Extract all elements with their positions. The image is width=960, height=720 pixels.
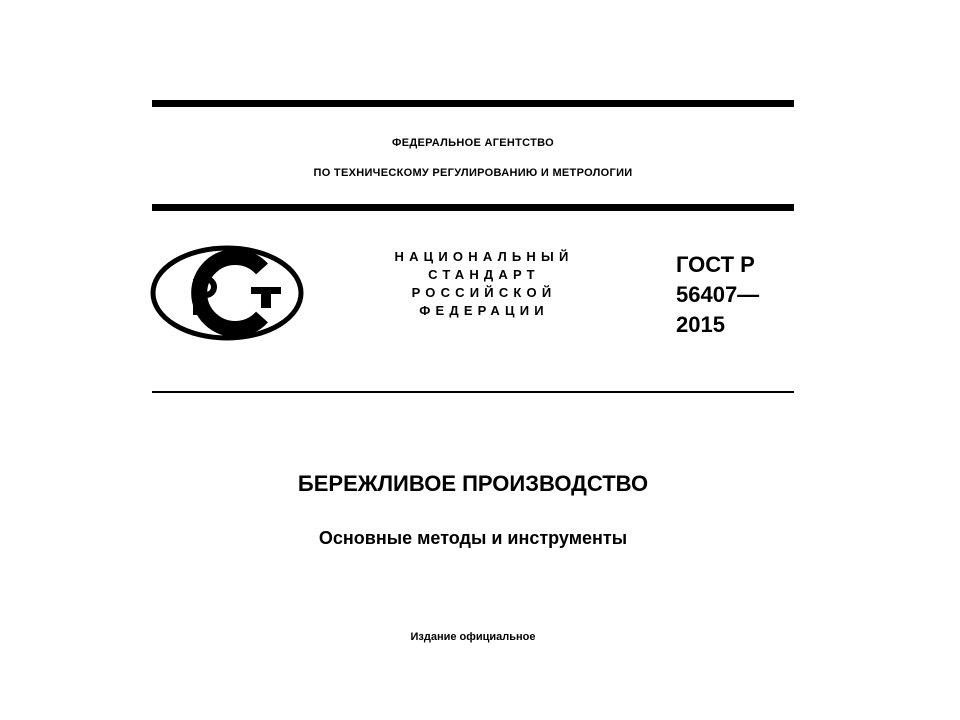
national-standard-line: НАЦИОНАЛЬНЫЙ [394, 249, 574, 264]
designation-line2: 56407— [676, 282, 760, 307]
document-title: БЕРЕЖЛИВОЕ ПРОИЗВОДСТВО [297, 471, 649, 496]
agency-name-line1: ФЕДЕРАЛЬНОЕ АГЕНТСТВО [392, 137, 554, 149]
national-standard-line: СТАНДАРТ [428, 267, 540, 282]
agency-name-line2: ПО ТЕХНИЧЕСКОМУ РЕГУЛИРОВАНИЮ И МЕТРОЛОГИИ [313, 167, 633, 179]
national-standard-line: ФЕДЕРАЦИИ [419, 303, 549, 318]
national-standard-label [368, 248, 600, 320]
rst-certification-mark-icon [150, 245, 304, 341]
designation-line1: ГОСТ Р [676, 252, 755, 277]
document-subtitle: Основные методы и инструменты [318, 528, 628, 548]
top-rule [152, 100, 794, 107]
header-bottom-rule [152, 204, 794, 211]
edition-note: Издание официальное [410, 631, 536, 643]
designation-line3: 2015 [676, 312, 725, 337]
standard-designation [676, 250, 759, 340]
logo-bottom-rule [152, 391, 794, 393]
national-standard-line: РОССИЙСКОЙ [411, 285, 557, 300]
